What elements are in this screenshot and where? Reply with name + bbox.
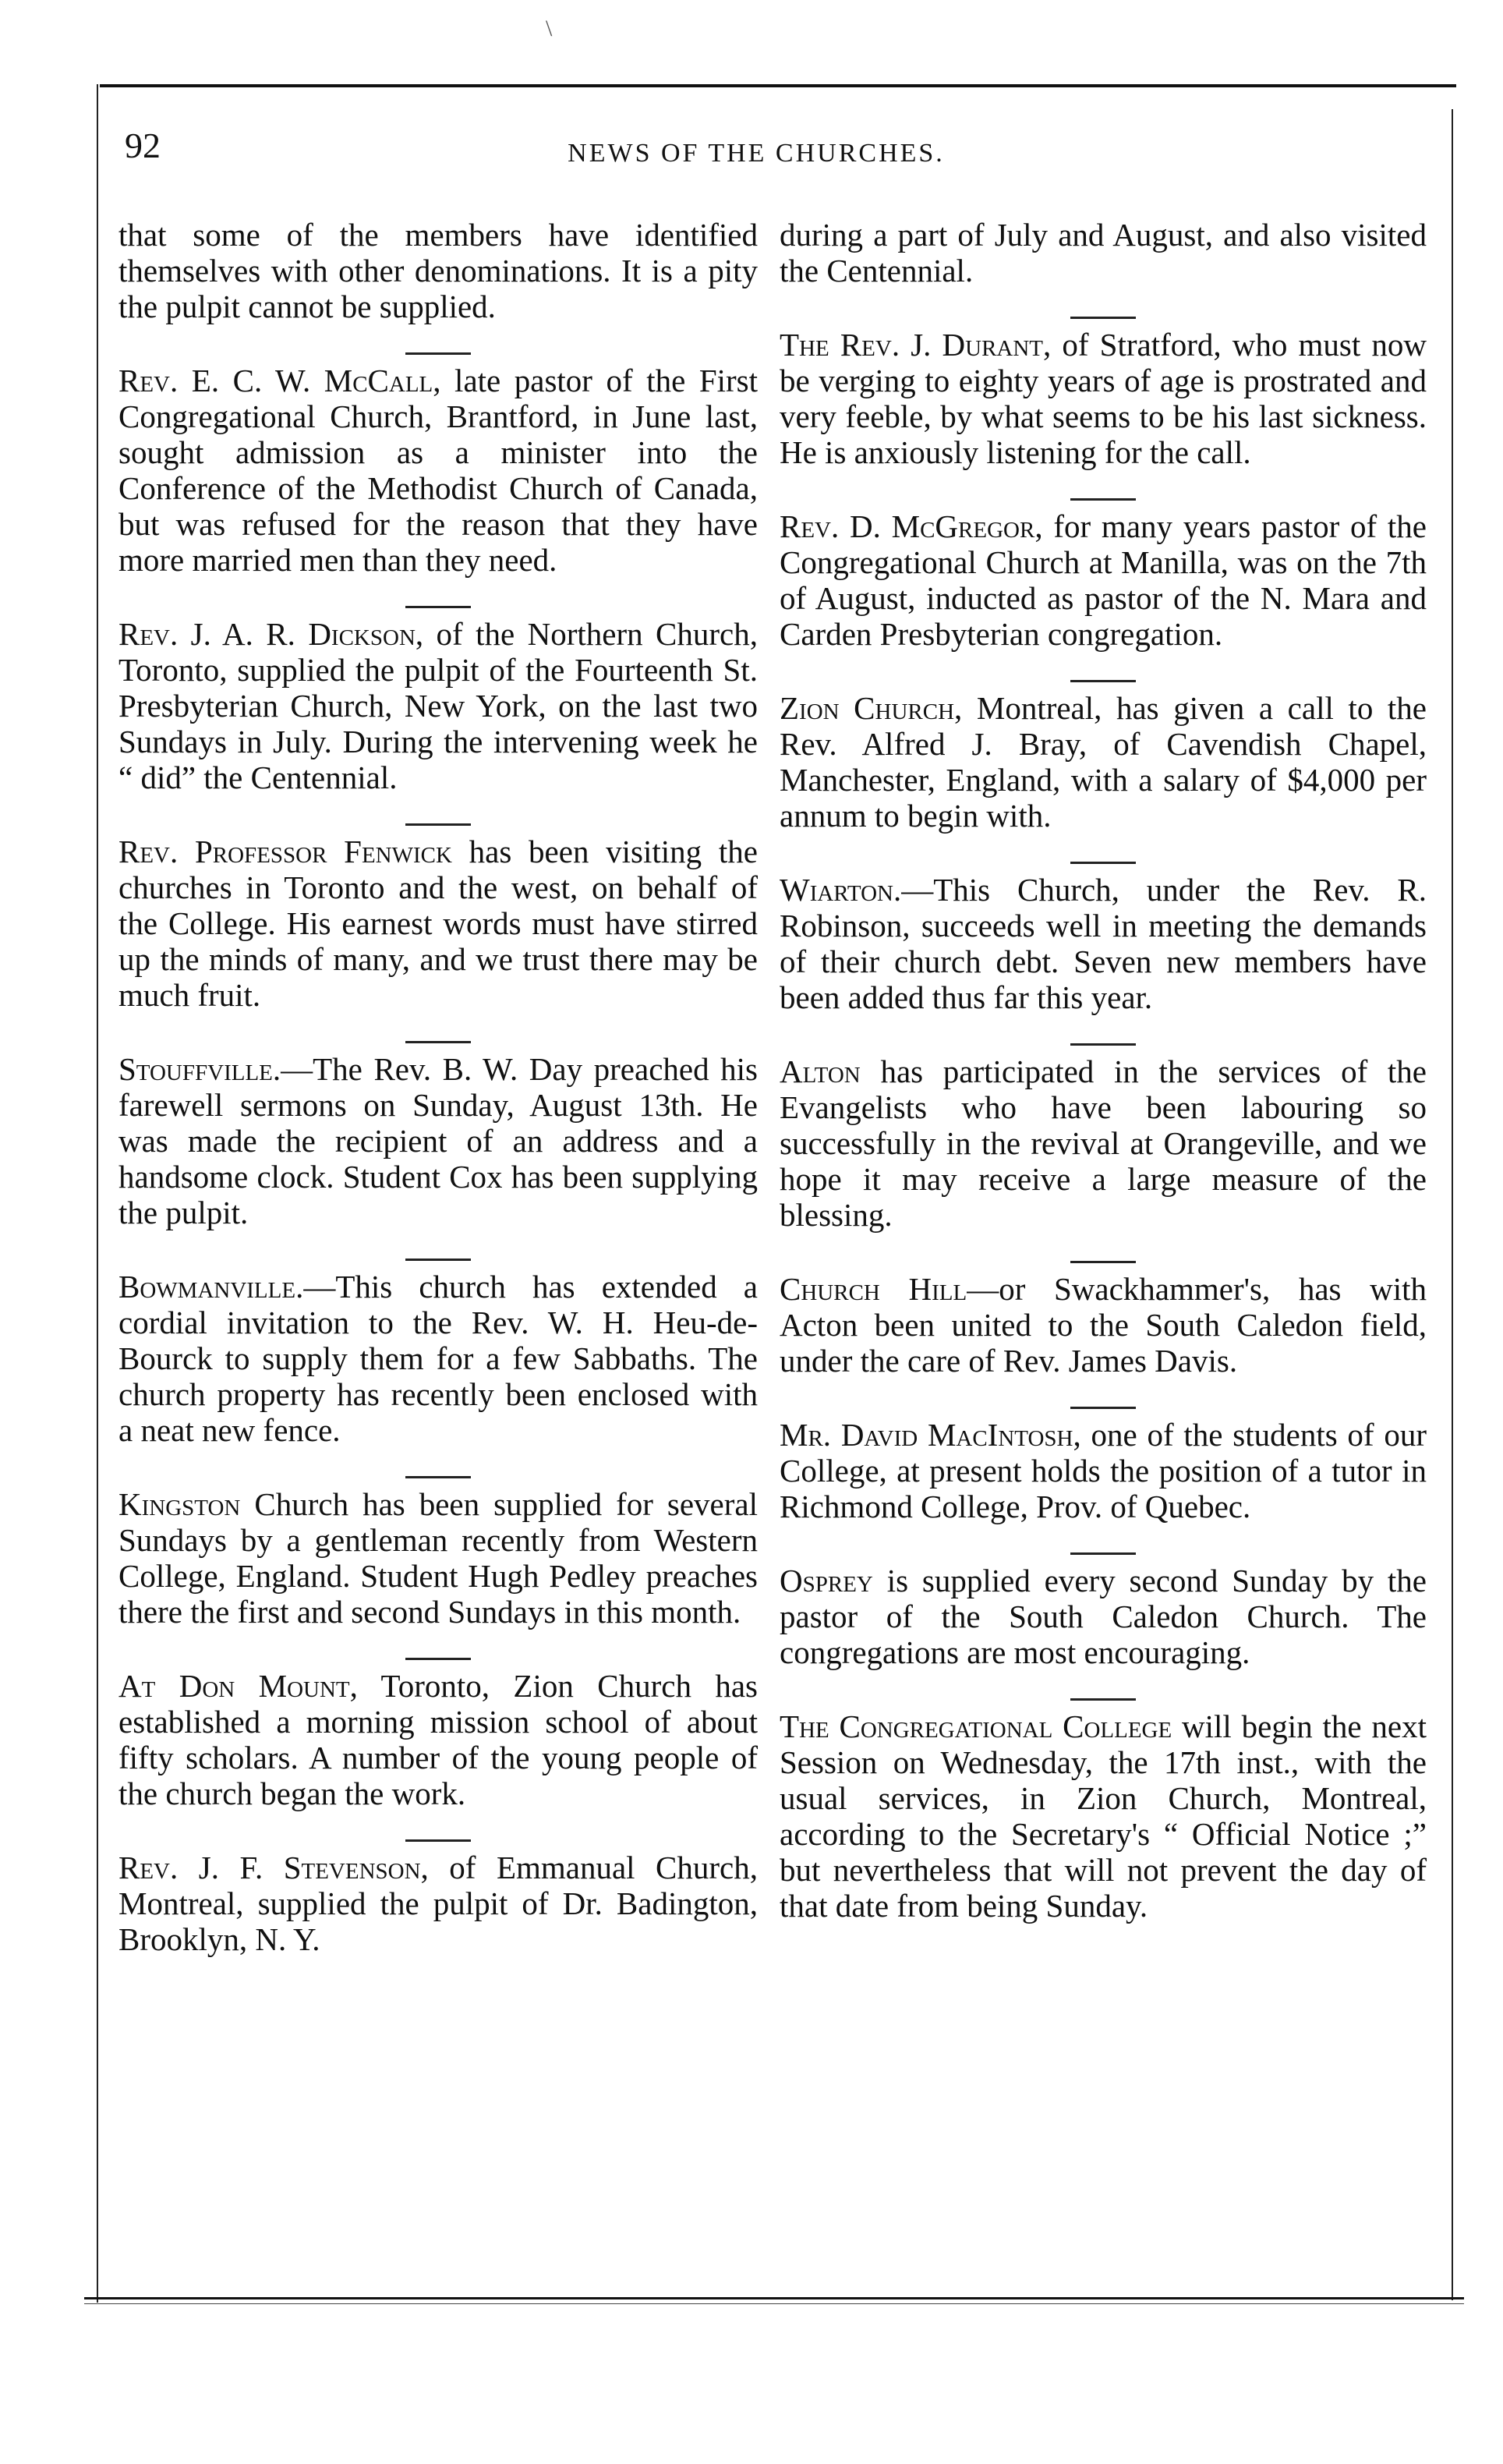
news-item-lead: Zion Church,	[780, 690, 963, 726]
news-item-text: —The Rev. B. W. Day preached his farewell sermons on Sunday, August 13th. He was made the recipient of an address and a handsome clock. Student Cox has been supplying the pulpit.	[118, 1051, 758, 1230]
news-item	[780, 1053, 1427, 1233]
news-item-text: late pastor of the First Congregational Church, Brantford, in June last, sought admission as a minister into the Conference of the Methodist Church of Canada, but was refused for the reason that they have more married men than they need.	[118, 363, 759, 578]
news-item	[118, 1668, 758, 1811]
right-column	[780, 217, 1427, 1952]
item-separator	[405, 1041, 471, 1043]
news-item-text: one of the students of our College, at present holds the position of a tutor in Richmond College, Prov. of Quebec.	[780, 1417, 1427, 1524]
left-column	[118, 217, 758, 1985]
news-item	[780, 327, 1427, 470]
news-item	[780, 872, 1427, 1015]
news-item-text: Church has been supplied for several Sundays by a gentleman recently from Western College, England. Student Hugh Pedley preaches there the first and second Sundays in this month.	[118, 1486, 758, 1630]
left-border	[97, 84, 98, 2303]
news-item-lead: Rev. E. C. W. McCall,	[118, 363, 441, 398]
news-item-text: will begin the next Session on Wednesday, the 17th inst., with the usual services, in Zion Church, Montreal, according to the Secretary's “ Official Notice ;” but nevertheless that will not prevent the day of that date from being Sunday.	[780, 1708, 1427, 1924]
news-item	[118, 1051, 758, 1230]
item-separator	[1070, 862, 1136, 864]
top-rule	[100, 84, 1456, 87]
news-item-lead: Alton	[780, 1053, 861, 1089]
item-separator	[405, 1476, 471, 1478]
news-item	[780, 690, 1427, 834]
running-head: NEWS OF THE CHURCHES.	[568, 139, 945, 168]
news-item	[118, 1269, 758, 1448]
item-separator	[1070, 1043, 1136, 1046]
news-item	[780, 217, 1427, 289]
news-item-lead: Rev. J. A. R. Dickson,	[118, 616, 424, 652]
item-separator	[405, 1259, 471, 1261]
news-item-lead: Church Hill	[780, 1271, 967, 1307]
news-item	[780, 508, 1427, 652]
news-item-lead: Rev. D. McGregor,	[780, 508, 1043, 544]
news-item-text: during a part of July and August, and also visited the Centennial.	[780, 217, 1427, 289]
item-separator	[405, 352, 471, 355]
news-item	[118, 217, 758, 324]
news-item-text: of Stratford, who must now be verging to eighty years of age is prostrated and very feeble, by what seems to be his last sickness. He is anxiously listening for the call.	[780, 327, 1427, 470]
item-separator	[1070, 317, 1136, 319]
news-item-lead: Rev. J. F. Stevenson,	[118, 1850, 429, 1885]
bottom-rule-thin	[84, 2303, 1464, 2304]
news-item	[118, 834, 758, 1013]
news-item-text: —This church has extended a cordial invitation to the Rev. W. H. Heu-de-Bourck to supply them for a few Sabbaths. The church property has recently been enclosed with a neat new fence.	[118, 1269, 758, 1448]
news-item-lead: Rev. Professor Fenwick	[118, 834, 452, 869]
news-item-lead: Wiarton.	[780, 872, 902, 908]
news-item	[780, 1271, 1427, 1379]
news-item-text: Toronto, Zion Church has established a morning mission school of about fifty scholars. A number of the young people of the church began the work.	[118, 1668, 758, 1811]
news-item-lead: Mr. David MacIntosh,	[780, 1417, 1081, 1453]
item-separator	[405, 1839, 471, 1842]
news-item-text: —or Swackhammer's, has with Acton been united to the South Caledon field, under the care of Rev. James Davis.	[780, 1271, 1427, 1379]
news-item-lead: The Congregational College	[780, 1708, 1172, 1744]
item-separator	[1070, 1698, 1136, 1701]
news-item-text: Montreal, has given a call to the Rev. Alfred J. Bray, of Cavendish Chapel, Manchester, England, with a salary of $4,000 per annum to begin with.	[780, 690, 1427, 834]
item-separator	[405, 823, 471, 826]
news-item-text: has participated in the services of the Evangelists who have been labouring so successfully in the revival at Orangeville, and we hope it may receive a large measure of the blessing.	[780, 1053, 1427, 1233]
news-item-text: —This Church, under the Rev. R. Robinson, succeeds well in meeting the demands of their church debt. Seven new members have been added thus far this year.	[780, 872, 1427, 1015]
page-number: 92	[125, 126, 161, 165]
news-item-text: of Emmanual Church, Montreal, supplied the pulpit of Dr. Badington, Brooklyn, N. Y.	[118, 1850, 759, 1957]
news-item-lead: The Rev. J. Durant,	[780, 327, 1052, 363]
news-item-lead: Stouffville.	[118, 1051, 281, 1087]
news-item-lead: At Don Mount,	[118, 1668, 358, 1704]
news-item	[780, 1563, 1427, 1670]
item-separator	[1070, 1407, 1136, 1409]
bottom-rule	[84, 2297, 1464, 2299]
news-item-text: of the Northern Church, Toronto, supplied the pulpit of the Fourteenth St. Presbyterian Church, New York, on the last two Sundays in July. During the intervening week he “ did” the Centennial.	[118, 616, 758, 795]
news-item	[118, 363, 758, 578]
news-item-text: that some of the members have identified themselves with other denominations. It is a pity the pulpit cannot be supplied.	[118, 217, 758, 324]
news-item-text: has been visiting the churches in Toronto and the west, on behalf of the College. His earnest words must have stirred up the minds of many, and we trust there may be much fruit.	[118, 834, 758, 1013]
item-separator	[1070, 498, 1136, 501]
news-item-text: for many years pastor of the Congregational Church at Manilla, was on the 7th of August, inducted as pastor of the N. Mara and Carden Presbyterian congregation.	[780, 508, 1427, 652]
news-item	[118, 1486, 758, 1630]
scan-mark: \	[546, 16, 553, 41]
item-separator	[1070, 680, 1136, 682]
news-item	[118, 1850, 758, 1957]
item-separator	[1070, 1552, 1136, 1555]
item-separator	[405, 606, 471, 608]
right-border	[1452, 109, 1453, 2300]
news-item-lead: Osprey	[780, 1563, 873, 1598]
item-separator	[1070, 1261, 1136, 1263]
news-item-text: is supplied every second Sunday by the pastor of the South Caledon Church. The congregations are most encouraging.	[780, 1563, 1427, 1670]
item-separator	[405, 1658, 471, 1660]
news-item	[780, 1417, 1427, 1524]
news-item	[118, 616, 758, 795]
news-item	[780, 1708, 1427, 1924]
news-item-lead: Kingston	[118, 1486, 241, 1522]
news-item-lead: Bowmanville.	[118, 1269, 304, 1305]
